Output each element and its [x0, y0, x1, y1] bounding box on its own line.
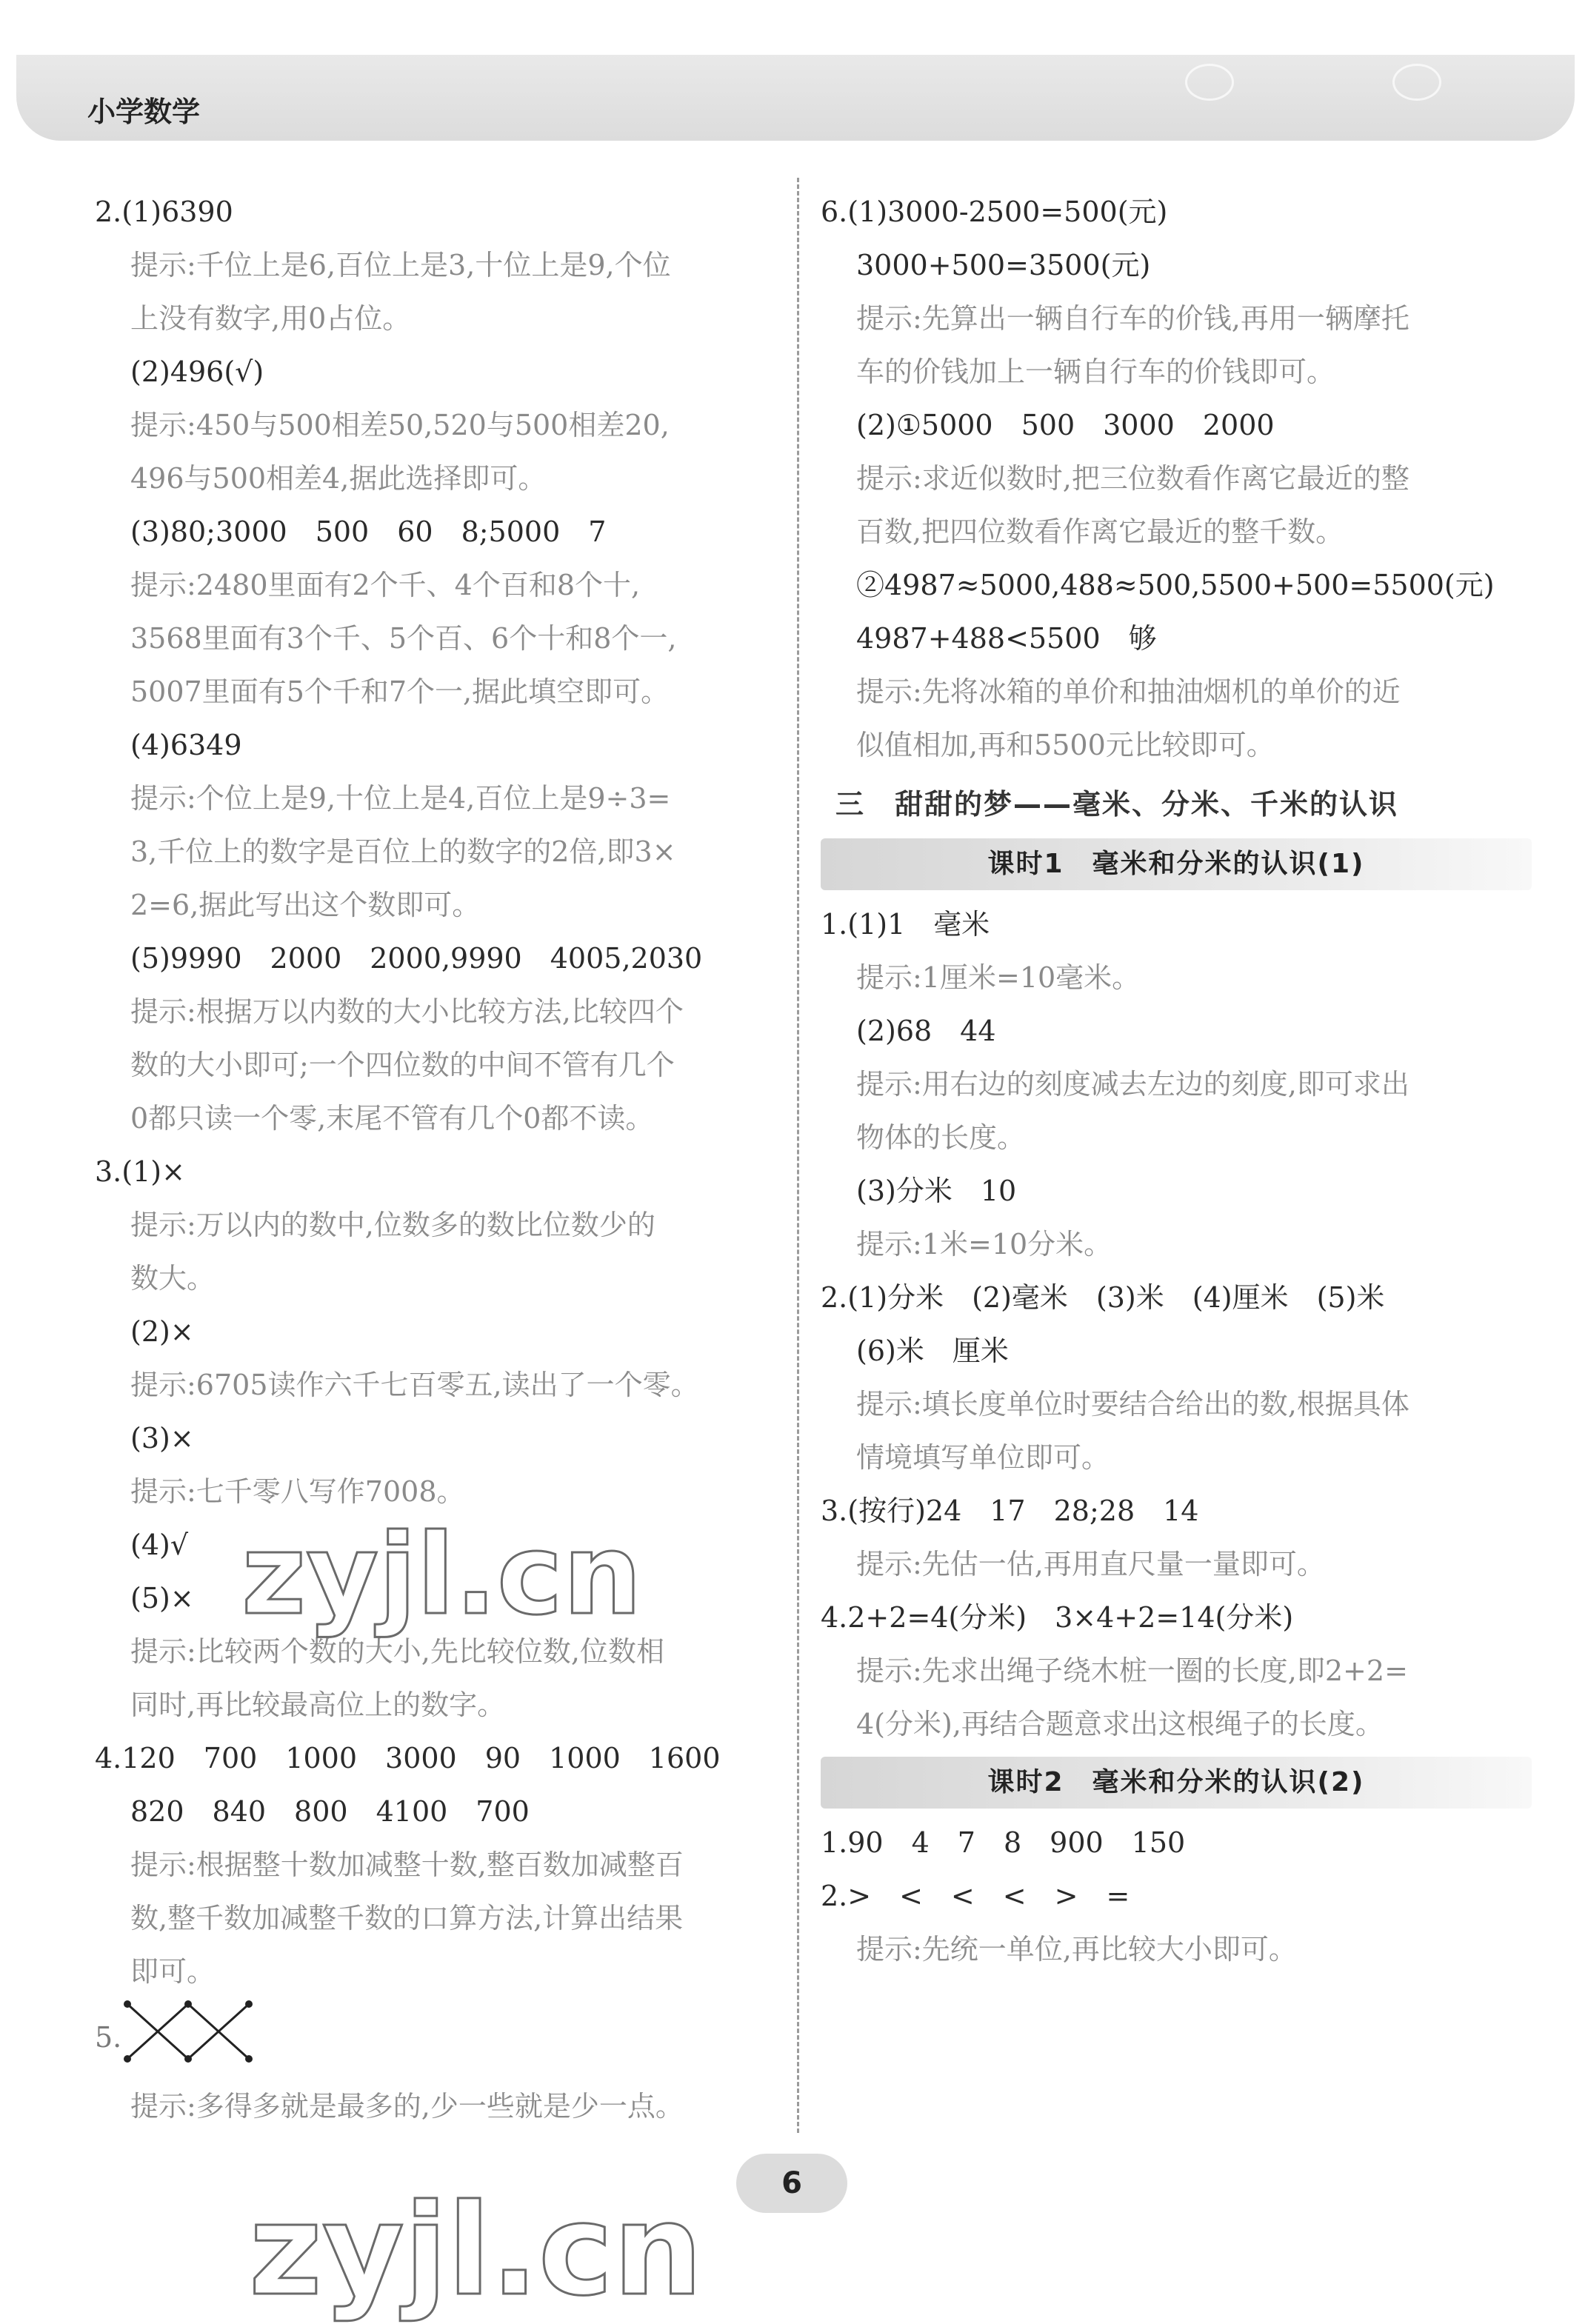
column-divider	[797, 178, 799, 2133]
hint-text: 数,整千数加减整千数的口算方法,计算出结果	[130, 1902, 684, 1934]
hint-text: 车的价钱加上一辆自行车的价钱即可。	[856, 355, 1335, 388]
hint-text: 提示:1厘米=10毫米。	[856, 961, 1141, 994]
hint-text: 提示:先求出绳子绕木桩一圈的长度,即2+2=	[856, 1654, 1408, 1687]
hint-text: 提示:根据整十数加减整十数,整百数加减整百	[130, 1849, 684, 1881]
hint-text: 上没有数字,用0占位。	[130, 302, 411, 335]
question-answer: 1.90 4 7 8 900 150	[821, 1826, 1186, 1859]
hint-text: 提示:个位上是9,十位上是4,百位上是9÷3=	[130, 782, 671, 815]
question-answer: 2.(1)分米 (2)毫米 (3)米 (4)厘米 (5)米	[821, 1281, 1385, 1314]
hint-text: 数大。	[130, 1262, 216, 1295]
question-answer: 6.(1)3000-2500=500(元)	[821, 196, 1168, 228]
answer-text: ②4987≈5000,488≈500,5500+500=5500(元)	[856, 569, 1495, 601]
hint-text: 情境填写单位即可。	[856, 1441, 1110, 1474]
question-answer: 4.120 700 1000 3000 90 1000 1600	[95, 1742, 721, 1774]
question-answer: 1.(1)1 毫米	[821, 908, 990, 941]
watermark: zyjl.cn	[241, 1511, 642, 1640]
answer-text: (2)496(√)	[130, 355, 264, 388]
answer-text: 4987+488<5500 够	[856, 622, 1157, 655]
cloud-decoration-icon	[1392, 64, 1441, 101]
hint-text: 提示:多得多就是最多的,少一些就是少一点。	[130, 2090, 684, 2123]
question-answer: 2.(1)6390	[95, 196, 233, 228]
page-header-band	[16, 55, 1575, 141]
answer-text: (2)①5000 500 3000 2000	[856, 409, 1275, 441]
answer-text: (4)6349	[130, 729, 242, 761]
hint-text: 提示:先估一估,再用直尺量一量即可。	[856, 1548, 1325, 1580]
question-answer: 4.2+2=4(分米) 3×4+2=14(分米)	[821, 1601, 1294, 1634]
hint-text: 物体的长度。	[856, 1121, 1026, 1154]
answer-text: (3)80;3000 500 60 8;5000 7	[130, 515, 607, 548]
lesson-heading: 课时1 毫米和分米的认识(1)	[821, 838, 1532, 890]
answer-text: (2)×	[130, 1315, 194, 1348]
cloud-decoration-icon	[1185, 64, 1234, 101]
hint-text: 提示:2480里面有2个千、4个百和8个十,	[130, 569, 641, 601]
hint-text: 提示:先统一单位,再比较大小即可。	[856, 1933, 1297, 1966]
hint-text: 百数,把四位数看作离它最近的整千数。	[856, 515, 1344, 548]
answer-text: (4)√	[130, 1529, 189, 1561]
hint-text: 提示:先将冰箱的单价和抽油烟机的单价的近	[856, 675, 1401, 708]
hint-text: 4(分米),再结合题意求出这根绳子的长度。	[856, 1708, 1384, 1740]
question-number: 5.	[95, 1998, 791, 2080]
hint-text: 同时,再比较最高位上的数字。	[130, 1689, 506, 1721]
hint-text: 496与500相差4,据此选择即可。	[130, 462, 547, 495]
hint-text: 提示:6705读作六千七百零五,读出了一个零。	[130, 1369, 699, 1401]
hint-text: 提示:七千零八写作7008。	[130, 1475, 465, 1508]
hint-text: 提示:用右边的刻度减去左边的刻度,即可求出	[856, 1068, 1409, 1101]
hint-text: 似值相加,再和5500元比较即可。	[856, 729, 1275, 761]
hint-text: 提示:450与500相差50,520与500相差20,	[130, 409, 670, 441]
matching-lines-icon	[121, 1998, 255, 2082]
hint-text: 提示:填长度单位时要结合给出的数,根据具体	[856, 1388, 1409, 1420]
left-column	[95, 185, 791, 2133]
answer-text: 3000+500=3500(元)	[856, 249, 1151, 281]
header-title: 小学数学	[87, 96, 201, 128]
section-title: 三 甜甜的梦——毫米、分米、千米的认识	[835, 788, 1399, 821]
hint-text: 3568里面有3个千、5个百、6个十和8个一,	[130, 622, 677, 655]
answer-text: (5)×	[130, 1582, 194, 1615]
hint-text: 提示:先算出一辆自行车的价钱,再用一辆摩托	[856, 302, 1409, 335]
page-number: 6	[736, 2154, 847, 2213]
answer-text: 820 840 800 4100 700	[130, 1795, 530, 1828]
hint-text: 3,千位上的数字是百位上的数字的2倍,即3×	[130, 835, 676, 868]
hint-text: 提示:求近似数时,把三位数看作离它最近的整	[856, 462, 1409, 495]
answer-text: (3)分米 10	[856, 1175, 1017, 1207]
hint-text: 5007里面有5个千和7个一,据此填空即可。	[130, 675, 670, 708]
lesson-heading: 课时2 毫米和分米的认识(2)	[821, 1757, 1532, 1809]
question-answer: 2.> < < < > =	[821, 1880, 1130, 1912]
hint-text: 2=6,据此写出这个数即可。	[130, 889, 481, 921]
question-answer: 3.(1)×	[95, 1155, 185, 1188]
hint-text: 提示:千位上是6,百位上是3,十位上是9,个位	[130, 249, 671, 281]
watermark: zyjl.cn	[249, 2177, 703, 2324]
hint-text: 提示:比较两个数的大小,先比较位数,位数相	[130, 1635, 664, 1668]
hint-text: 提示:万以内的数中,位数多的数比位数少的	[130, 1209, 655, 1241]
hint-text: 即可。	[130, 1955, 216, 1988]
answer-text: (2)68 44	[856, 1015, 996, 1047]
answer-text: (6)米 厘米	[856, 1335, 1009, 1367]
hint-text: 提示:根据万以内数的大小比较方法,比较四个	[130, 995, 684, 1028]
hint-text: 提示:1米=10分米。	[856, 1228, 1112, 1260]
right-column	[821, 185, 1532, 1976]
hint-text: 0都只读一个零,末尾不管有几个0都不读。	[130, 1102, 654, 1135]
hint-text: 数的大小即可;一个四位数的中间不管有几个	[130, 1049, 675, 1081]
answer-text: (5)9990 2000 2000,9990 4005,2030	[130, 942, 703, 975]
question-answer: 3.(按行)24 17 28;28 14	[821, 1495, 1199, 1527]
answer-text: (3)×	[130, 1422, 194, 1455]
